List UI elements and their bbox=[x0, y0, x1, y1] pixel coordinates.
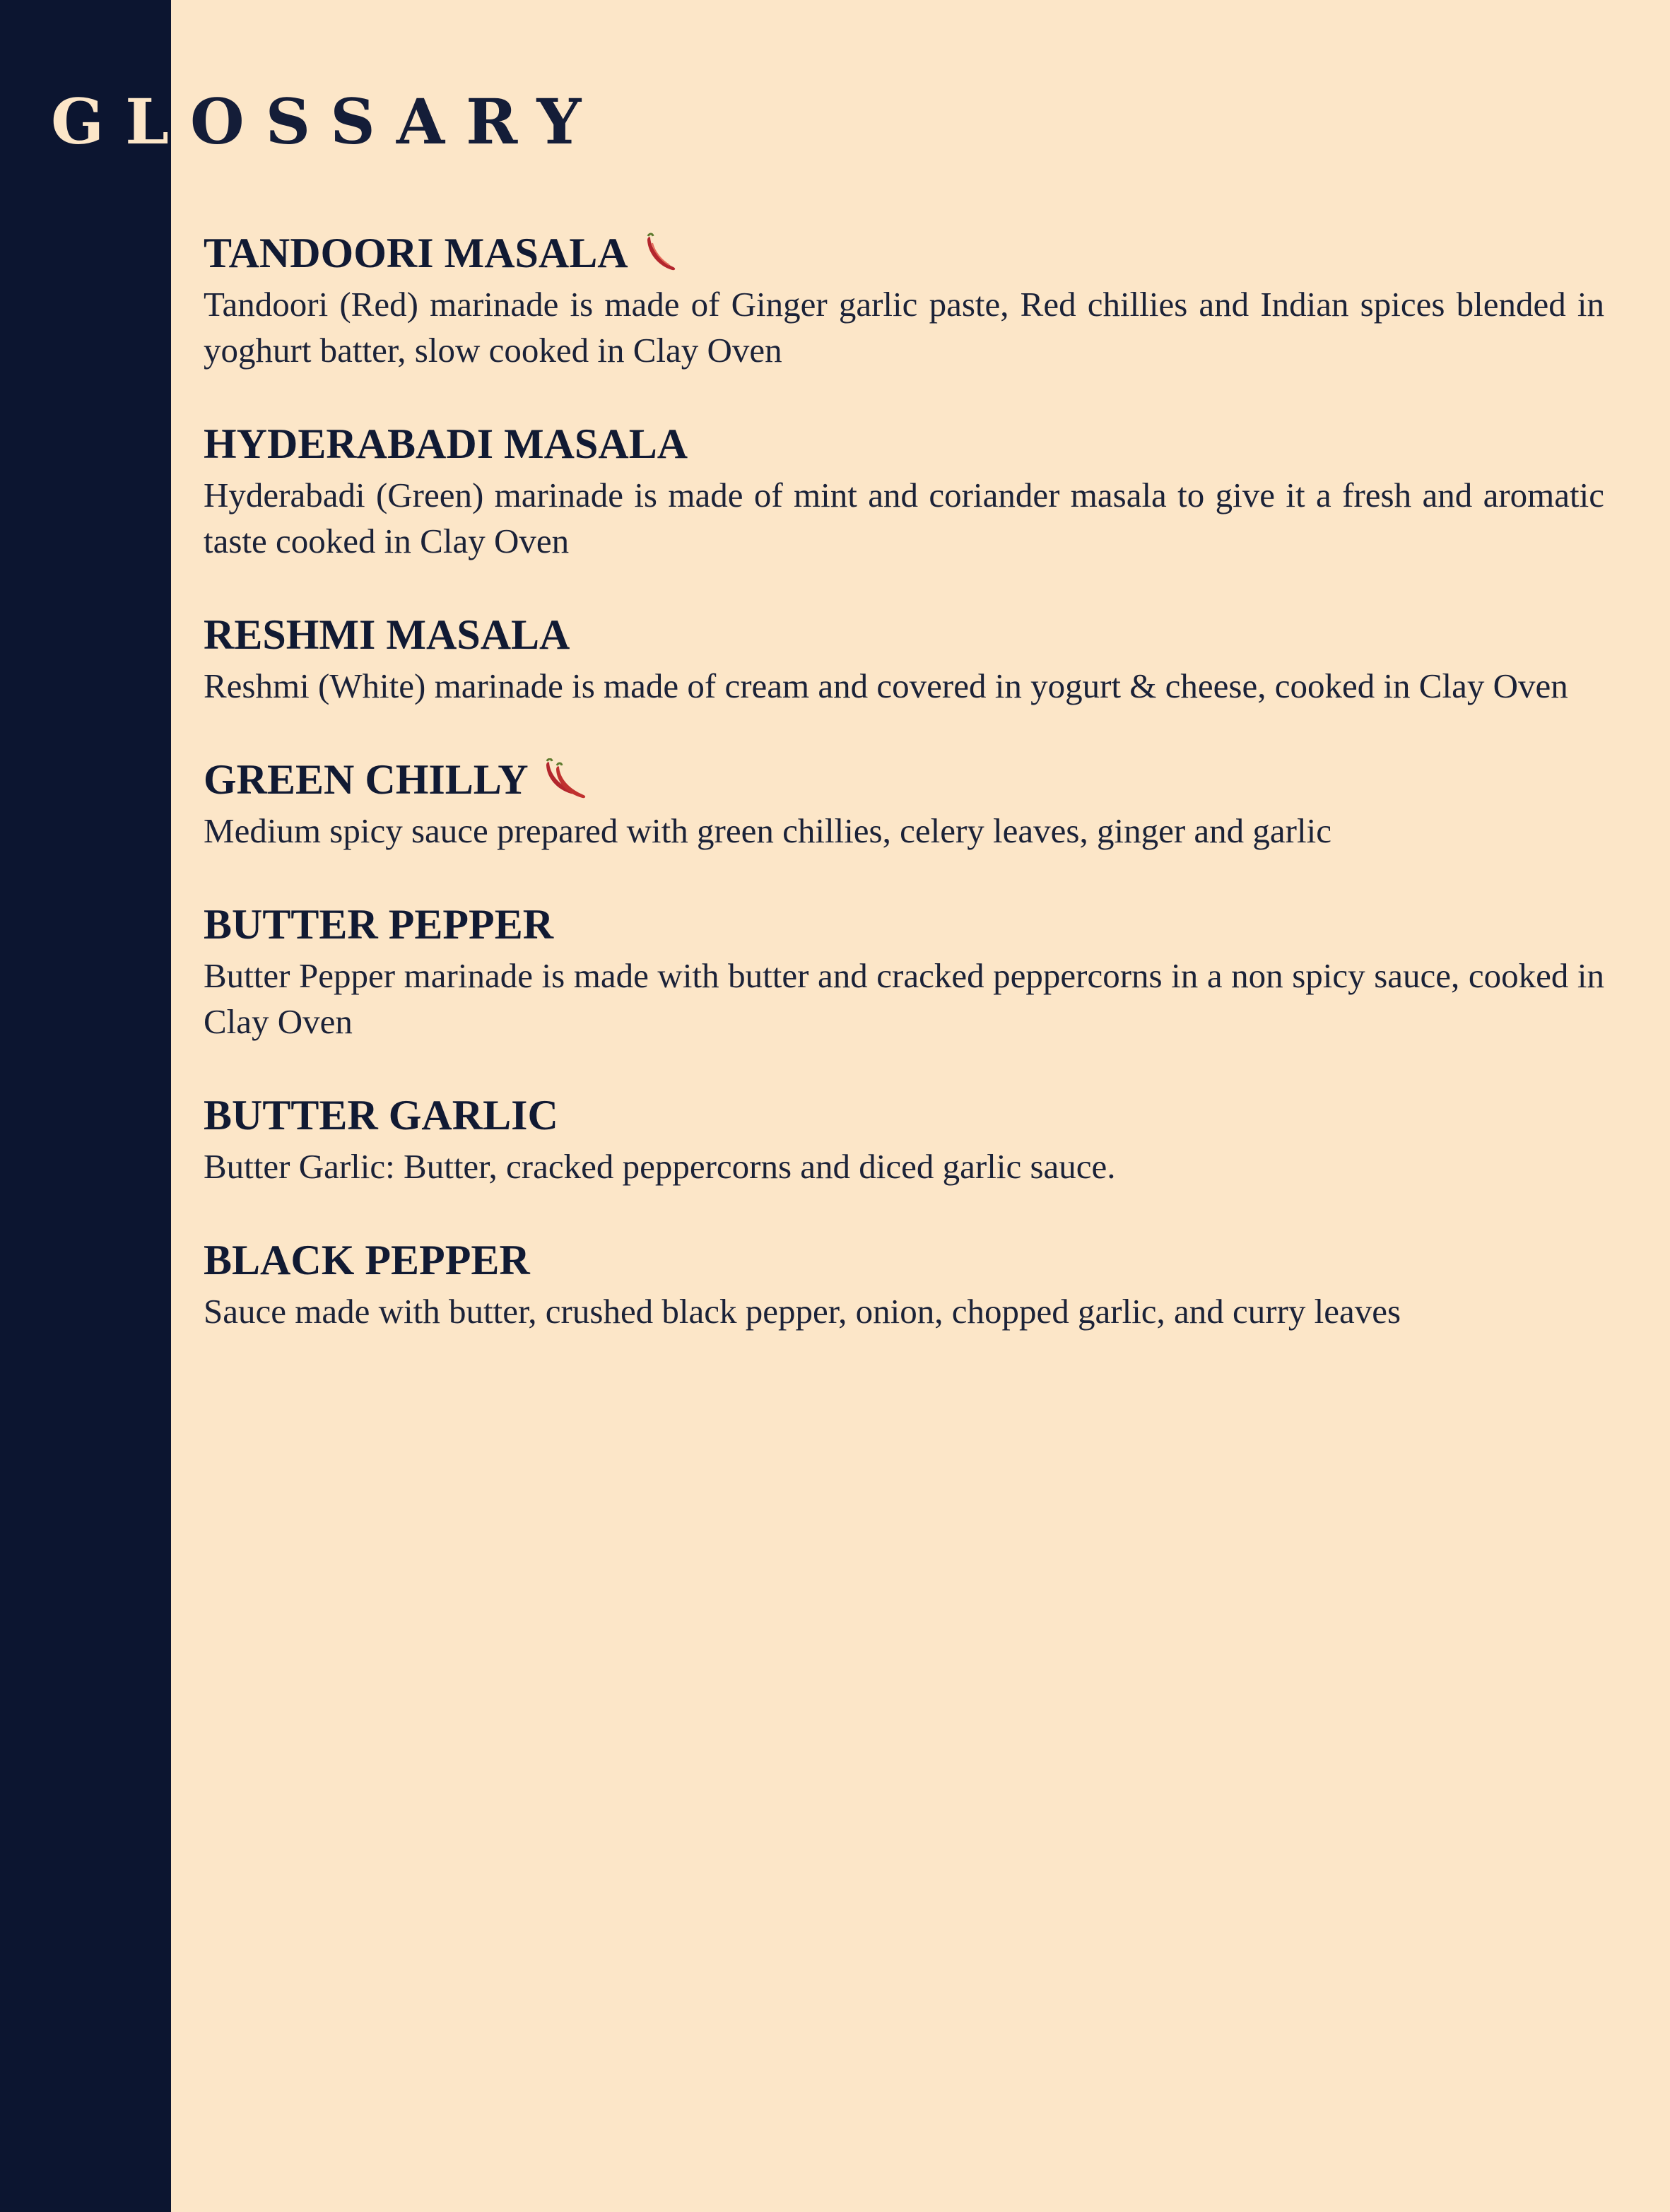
glossary-description: Tandoori (Red) marinade is made of Ginger garlic paste, Red chillies and Indian spices blended in yoghurt batter, slow cooked in Clay Oven bbox=[204, 285, 1604, 370]
glossary-term bbox=[204, 751, 1604, 808]
glossary-term bbox=[204, 225, 1604, 281]
glossary-term-label: GREEN CHILLY bbox=[204, 756, 529, 803]
sidebar-bar bbox=[0, 0, 171, 2212]
glossary-term bbox=[204, 1087, 1604, 1143]
glossary-item-black-pepper bbox=[204, 1232, 1604, 1334]
glossary-term-label: BUTTER PEPPER bbox=[204, 901, 554, 948]
glossary-term-label: BLACK PEPPER bbox=[204, 1237, 530, 1283]
page-title: GLOSSARY bbox=[51, 85, 603, 158]
glossary-term-label: RESHMI MASALA bbox=[204, 611, 570, 658]
glossary-term-label: BUTTER GARLIC bbox=[204, 1092, 558, 1139]
glossary-term-label: HYDERABADI MASALA bbox=[204, 420, 688, 467]
glossary-item-butter-pepper bbox=[204, 896, 1604, 1045]
glossary-term-label: TANDOORI MASALA bbox=[204, 230, 628, 276]
glossary-item-hyderabadi-masala bbox=[204, 416, 1604, 564]
glossary-item-reshmi-masala bbox=[204, 606, 1604, 709]
glossary-item-tandoori-masala bbox=[204, 225, 1604, 373]
glossary-term bbox=[204, 1232, 1604, 1288]
glossary-term bbox=[204, 606, 1604, 663]
glossary-description: Reshmi (White) marinade is made of cream and covered in yogurt & cheese, cooked in Clay Oven bbox=[204, 666, 1568, 705]
glossary-description: Butter Pepper marinade is made with butter and cracked peppercorns in a non spicy sauce, cooked in Clay Oven bbox=[204, 956, 1604, 1041]
chili-pepper-icon bbox=[642, 232, 682, 274]
glossary-description: Butter Garlic: Butter, cracked peppercorns and diced garlic sauce. bbox=[204, 1147, 1116, 1186]
glossary-list bbox=[204, 225, 1604, 1377]
glossary-description: Hyderabadi (Green) marinade is made of mint and coriander masala to give it a fresh and aromatic taste cooked in Clay Oven bbox=[204, 476, 1604, 560]
glossary-term bbox=[204, 896, 1604, 953]
glossary-description: Medium spicy sauce prepared with green chillies, celery leaves, ginger and garlic bbox=[204, 811, 1331, 850]
glossary-item-butter-garlic bbox=[204, 1087, 1604, 1189]
glossary-term bbox=[204, 416, 1604, 472]
glossary-item-green-chilly bbox=[204, 751, 1604, 854]
glossary-description: Sauce made with butter, crushed black pepper, onion, chopped garlic, and curry leaves bbox=[204, 1292, 1401, 1331]
double-chili-pepper-icon bbox=[543, 758, 589, 801]
